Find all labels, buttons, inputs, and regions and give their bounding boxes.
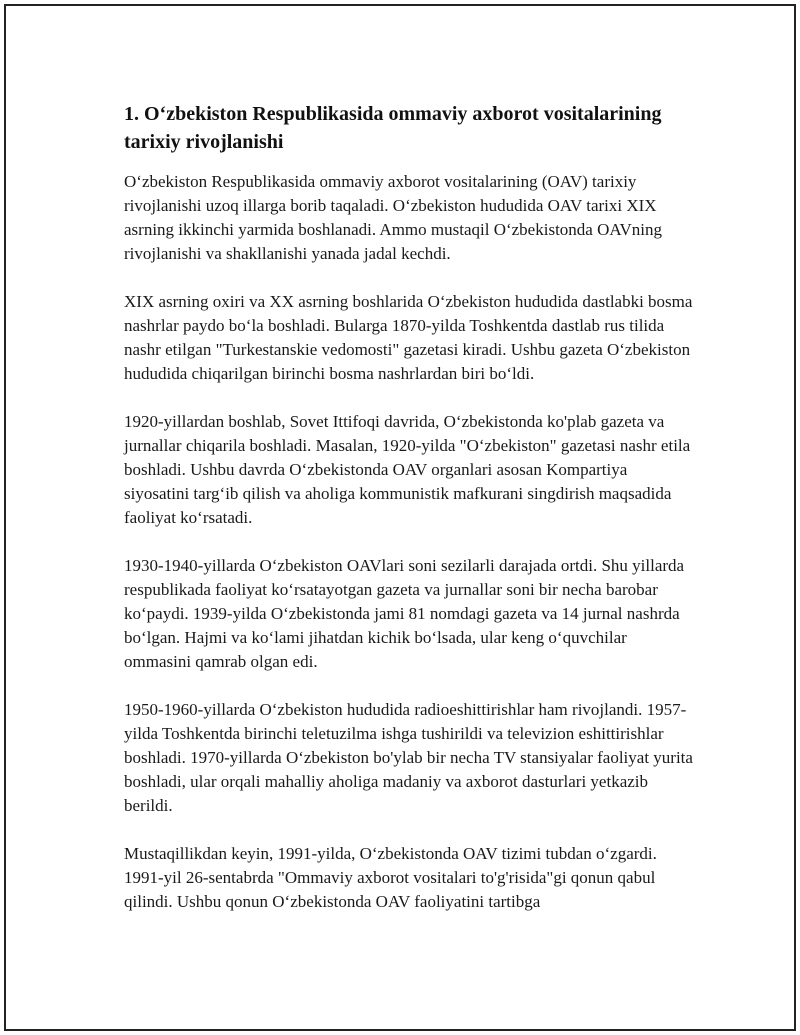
document-body	[124, 100, 694, 938]
paragraph-3: 1920-yillardan boshlab, Sovet Ittifoqi davrida, O‘zbekistonda ko'plab gazeta va jurnallar chiqarila boshladi. Masalan, 1920-yilda "O‘zbekiston" gazetasi nashr etila boshladi. Ushbu davrda O‘zbekistonda OAV organlari asosan Kompartiya siyosatini targ‘ib qilish va aholiga kommunistik mafkurani singdirish maqsadida faoliyat ko‘rsatadi.	[124, 412, 691, 527]
paragraph-6: Mustaqillikdan keyin, 1991-yilda, O‘zbekistonda OAV tizimi tubdan o‘zgardi. 1991-yil 26-sentabrda "Ommaviy axborot vositalari to'g'risida"gi qonun qabul qilindi. Ushbu qonun O‘zbekistonda OAV faoliyatini tartibga	[124, 844, 657, 911]
section-heading: 1. O‘zbekiston Respublikasida ommaviy axborot vositalarining tarixiy rivojlanishi	[124, 103, 662, 153]
paragraph-4: 1930-1940-yillarda O‘zbekiston OAVlari soni sezilarli darajada ortdi. Shu yillarda respublikada faoliyat ko‘rsatayotgan gazeta va jurnallar soni bir necha barobar ko‘paydi. 1939-yilda O‘zbekistonda jami 81 nomdagi gazeta va 14 jurnal nashrda bo‘lgan. Hajmi va ko‘lami jihatdan kichik bo‘lsada, ular keng o‘quvchilar ommasini qamrab olgan edi.	[124, 556, 685, 671]
page-frame	[4, 4, 796, 1031]
paragraph-2: XIX asrning oxiri va XX asrning boshlarida O‘zbekiston hududida dastlabki bosma nashrlar paydo bo‘la boshladi. Bularga 1870-yilda Toshkentda dastlab rus tilida nashr etilgan "Turkestanskie vedomosti" gazetasi kiradi. Ushbu gazeta O‘zbekiston hududida chiqarilgan birinchi bosma nashrlardan biri bo‘ldi.	[124, 292, 693, 383]
paragraph-5: 1950-1960-yillarda O‘zbekiston hududida radioeshittirishlar ham rivojlandi. 1957-yilda Toshkentda birinchi teletuzilma ishga tushirildi va televizion eshittirishlar boshladi. 1970-yillarda O‘zbekiston bo'ylab bir necha TV stansiyalar faoliyat yurita boshladi, ular orqali mahalliy aholiga madaniy va axborot dasturlari yetkazib berildi.	[124, 700, 693, 815]
paragraph-1: O‘zbekiston Respublikasida ommaviy axborot vositalarining (OAV) tarixiy rivojlanishi uzoq illarga borib taqaladi. O‘zbekiston hududida OAV tarixi XIX asrning ikkinchi yarmida boshlanadi. Ammo mustaqil O‘zbekistonda OAVning rivojlanishi va shakllanishi yanada jadal kechdi.	[124, 172, 662, 263]
